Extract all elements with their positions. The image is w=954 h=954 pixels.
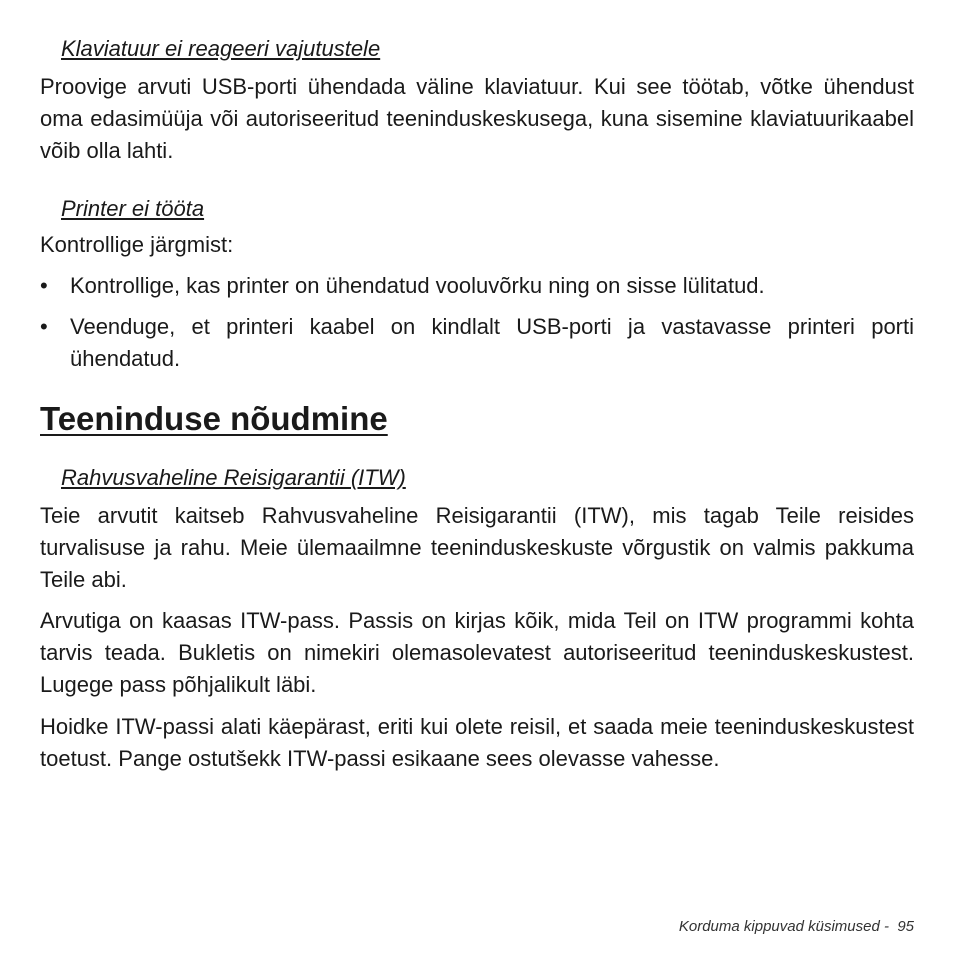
keyboard-heading: Klaviatuur ei reageeri vajutustele	[61, 36, 381, 61]
itw-paragraph-1: Teie arvutit kaitseb Rahvusvaheline Reisigarantii (ITW), mis tagab Teile reisides turvalisuse ja rahu. Meie ülemaailmne teeninduskeskuste võrgustik on valmis pakkuma Teile abi.	[40, 503, 914, 592]
printer-heading: Printer ei tööta	[61, 196, 205, 221]
itw-paragraph-2: Arvutiga on kaasas ITW-pass. Passis on kirjas kõik, mida Teil on ITW programmi kohta tarvis teada. Bukletis on nimekiri olemasolevatest autoriseeritud teeninduskeskustest. Lugege pass põhjalikult läbi.	[40, 608, 914, 697]
printer-intro: Kontrollige järgmist:	[40, 232, 234, 257]
printer-bullet-item	[40, 311, 914, 375]
keyboard-paragraph: Proovige arvuti USB-porti ühendada väline klaviatuur. Kui see töötab, võtke ühendust oma edasimüüja või autoriseeritud teeninduskeskusega, kuna sisemine klaviatuurikaabel võib olla lahti.	[40, 74, 914, 163]
bullet-text: Kontrollige, kas printer on ühendatud vooluvõrku ning on sisse lülitatud.	[70, 273, 765, 298]
section-title: Teeninduse nõudmine	[40, 400, 388, 437]
itw-heading: Rahvusvaheline Reisigarantii (ITW)	[61, 465, 406, 490]
bullet-marker: •	[40, 314, 48, 339]
page-footer: Korduma kippuvad küsimused - 95	[678, 918, 914, 935]
printer-bullet-item	[40, 270, 914, 302]
itw-paragraph-3: Hoidke ITW-passi alati käepärast, eriti kui olete reisil, et saada meie teeninduskeskustest toetust. Pange ostutšekk ITW-passi esikaane sees olevasse vahesse.	[40, 714, 914, 771]
bullet-text: Veenduge, et printeri kaabel on kindlalt USB-porti ja vastavasse printeri porti ühendatud.	[70, 314, 914, 371]
bullet-marker: •	[40, 273, 48, 298]
